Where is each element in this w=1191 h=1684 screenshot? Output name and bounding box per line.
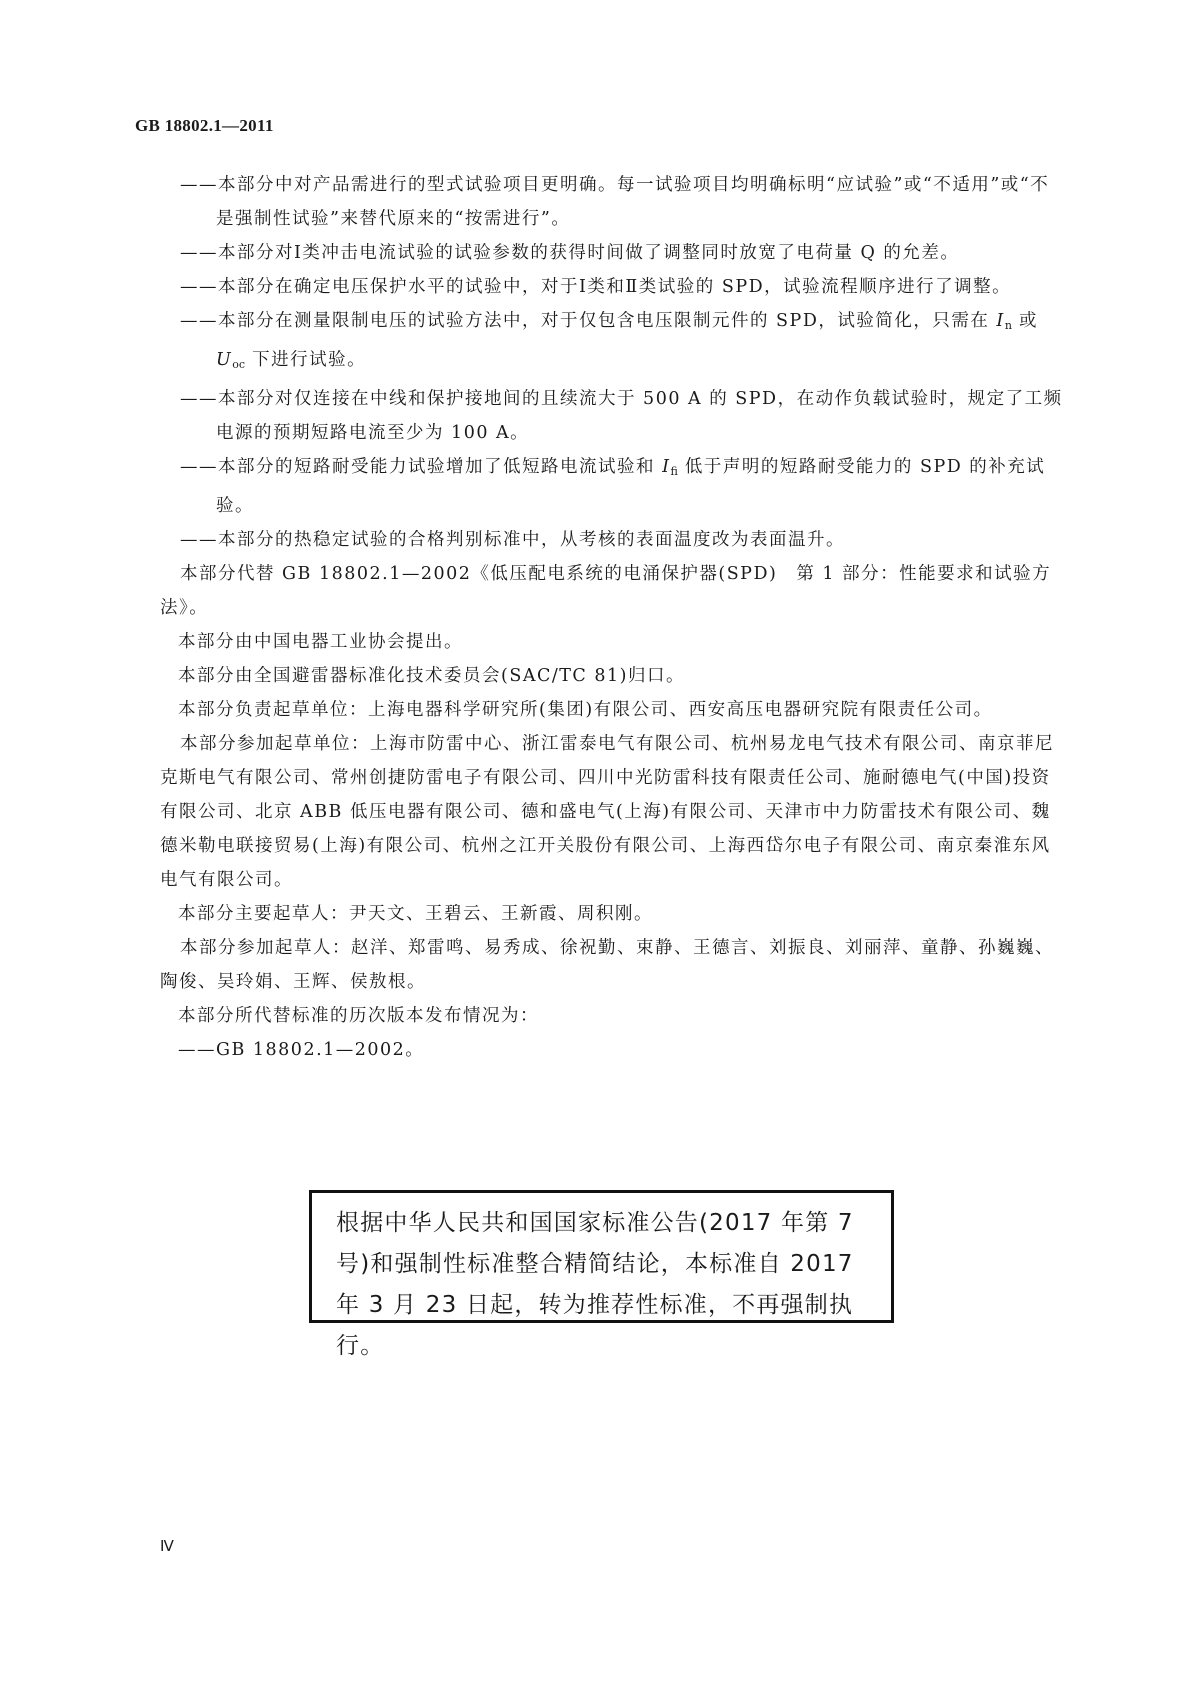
change-item-text: 低于声明的短路耐受能力的 SPD 的补充试验。	[216, 457, 1046, 516]
notice-box	[309, 1190, 894, 1359]
main-drafters-paragraph: 本部分主要起草人：尹天文、王碧云、王新霞、周积刚。	[178, 904, 653, 924]
history-intro-paragraph: 本部分所代替标准的历次版本发布情况为：	[178, 1006, 539, 1026]
participating-units-paragraph: 本部分参加起草单位：上海市防雷中心、浙江雷泰电气有限公司、杭州易龙电气技术有限公司、南京菲尼克斯电气有限公司、常州创捷防雷电子有限公司、四川中光防雷科技有限责任公司、施耐德电气(中国)投资有限公司、北京 ABB 低压电器有限公司、德和盛电气(上海)有限公司、天津市中力防雷技术有限公司、魏德米勒电联接贸易(上海)有限公司、杭州之江开关股份有限公司、上海西岱尔电子有限公司、南京秦淮东风电气有限公司。	[160, 734, 1054, 890]
notice-line: 年 3 月 23 日起，转为推荐性标准，不再强制执行。	[336, 1292, 854, 1359]
change-item-text: 或	[1011, 311, 1039, 331]
current-symbol: I	[662, 457, 671, 477]
current-subscript: fi	[670, 465, 678, 478]
proposed-paragraph: 本部分由中国电器工业协会提出。	[178, 632, 463, 652]
change-item-text: ——本部分的短路耐受能力试验增加了低短路电流试验和	[180, 457, 663, 477]
standard-number-header: GB 18802.1—2011	[135, 116, 274, 135]
participating-drafters-paragraph: 本部分参加起草人：赵洋、郑雷鸣、易秀成、徐祝勤、束静、王德言、刘振良、刘丽萍、童静、孙巍巍、陶俊、吴玲娟、王辉、侯敖根。	[160, 938, 1054, 992]
drafting-units-paragraph: 本部分负责起草单位：上海电器科学研究所(集团)有限公司、西安高压电器研究院有限责任公司。	[178, 700, 993, 720]
voltage-subscript: oc	[232, 358, 246, 371]
change-item: ——本部分的热稳定试验的合格判别标准中，从考核的表面温度改为表面温升。	[180, 530, 845, 550]
foreword-content	[160, 168, 1066, 1067]
notice-line: 号)和强制性标准整合精简结论，本标准自 2017	[336, 1251, 854, 1277]
change-item: ——本部分在确定电压保护水平的试验中，对于Ⅰ类和Ⅱ类试验的 SPD，试验流程顺序进行了调整。	[180, 277, 1012, 297]
change-item: ——本部分对仅连接在中线和保护接地间的且续流大于 500 A 的 SPD，在动作负载试验时，规定了工频电源的预期短路电流至少为 100 A。	[180, 389, 1063, 443]
page-number: Ⅳ	[160, 1539, 174, 1555]
centralized-paragraph: 本部分由全国避雷器标准化技术委员会(SAC/TC 81)归口。	[178, 666, 685, 686]
replaces-paragraph: 本部分代替 GB 18802.1—2002《低压配电系统的电涌保护器(SPD) 第 1 部分：性能要求和试验方法》。	[160, 564, 1052, 618]
voltage-symbol: U	[216, 350, 233, 370]
current-subscript: n	[1004, 319, 1012, 332]
history-item: ——GB 18802.1—2002。	[178, 1040, 425, 1060]
notice-line: 根据中华人民共和国国家标准公告(2017 年第 7	[336, 1210, 854, 1236]
change-item-text: ——本部分在测量限制电压的试验方法中，对于仅包含电压限制元件的 SPD，试验简化，只需在	[180, 311, 997, 331]
current-symbol: I	[996, 311, 1005, 331]
change-item: ——本部分对Ⅰ类冲击电流试验的试验参数的获得时间做了调整同时放宽了电荷量 Q 的允差。	[180, 243, 960, 263]
change-item-text: 下进行试验。	[245, 350, 367, 370]
change-item	[180, 304, 1066, 382]
change-item	[180, 450, 1066, 523]
change-item: ——本部分中对产品需进行的型式试验项目更明确。每一试验项目均明确标明“应试验”或“不适用”或“不是强制性试验”来替代原来的“按需进行”。	[180, 175, 1050, 229]
